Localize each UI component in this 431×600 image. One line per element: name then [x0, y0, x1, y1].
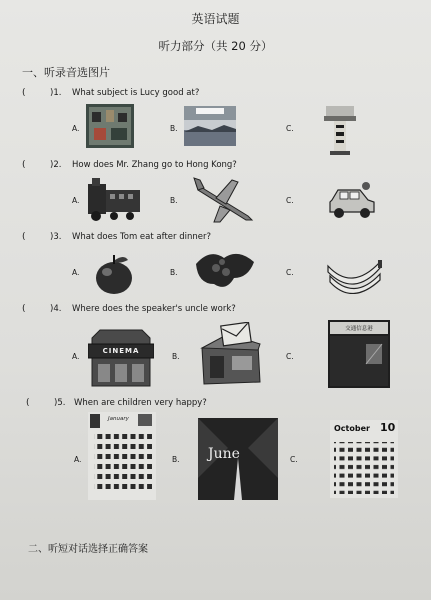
option-a-label: A. — [72, 124, 80, 133]
apple-icon — [92, 252, 136, 296]
question-number-4: )4. — [50, 304, 62, 314]
question-number-2: )2. — [50, 160, 62, 170]
option-c-label: C. — [290, 455, 298, 464]
photo-landscape-icon — [184, 106, 236, 146]
answer-paren-5: ( — [26, 398, 30, 408]
car-icon — [326, 180, 378, 222]
cinema-building-icon — [88, 322, 154, 388]
option-b-label: B. — [172, 352, 180, 361]
option-c-label: C. — [286, 352, 294, 361]
answer-paren-4: ( — [22, 304, 26, 314]
option-c-label: C. — [286, 124, 294, 133]
question-text-4: Where does the speaker's uncle work? — [72, 304, 236, 314]
option-b-label: B. — [170, 196, 178, 205]
airplane-icon — [192, 176, 256, 226]
bureau-sign: 交通信息港 — [345, 326, 373, 332]
option-c-label: C. — [286, 268, 294, 277]
section-heading-1: 一、听录音选图片 — [22, 66, 110, 79]
option-a-label: A. — [72, 352, 80, 361]
question-number-3: )3. — [50, 232, 62, 242]
option-b-label: B. — [172, 455, 180, 464]
question-text-5: When are children very happy? — [74, 398, 207, 408]
page-subtitle: 听力部分（共 20 分） — [158, 39, 273, 53]
answer-paren-3: ( — [22, 232, 26, 242]
october-label: October — [334, 424, 370, 433]
question-number-5: )5. — [54, 398, 66, 408]
option-a-label: A. — [72, 268, 80, 277]
option-a-label: A. — [72, 196, 80, 205]
option-a-label: A. — [74, 455, 82, 464]
grapes-icon — [192, 248, 258, 294]
train-icon — [84, 176, 144, 222]
cinema-sign: CINEMA — [102, 347, 140, 355]
question-number-1: )1. — [50, 88, 62, 98]
painting-icon — [86, 104, 134, 148]
calligraphy-icon — [322, 106, 358, 158]
answer-paren-2: ( — [22, 160, 26, 170]
answer-paren-1: ( — [22, 88, 26, 98]
question-text-2: How does Mr. Zhang go to Hong Kong? — [72, 160, 237, 170]
october-number: 10 — [380, 421, 396, 434]
page-title: 英语试题 — [191, 12, 240, 26]
section-heading-2: 二、听短对话选择正确答案 — [28, 544, 148, 555]
question-text-1: What subject is Lucy good at? — [72, 88, 200, 98]
option-c-label: C. — [286, 196, 294, 205]
june-label: June — [208, 446, 240, 462]
january-calendar-icon — [88, 412, 156, 500]
option-b-label: B. — [170, 124, 178, 133]
banana-icon — [326, 252, 382, 294]
option-b-label: B. — [170, 268, 178, 277]
post-office-icon — [198, 322, 264, 386]
january-label: January — [108, 416, 129, 422]
question-text-3: What does Tom eat after dinner? — [72, 232, 211, 242]
